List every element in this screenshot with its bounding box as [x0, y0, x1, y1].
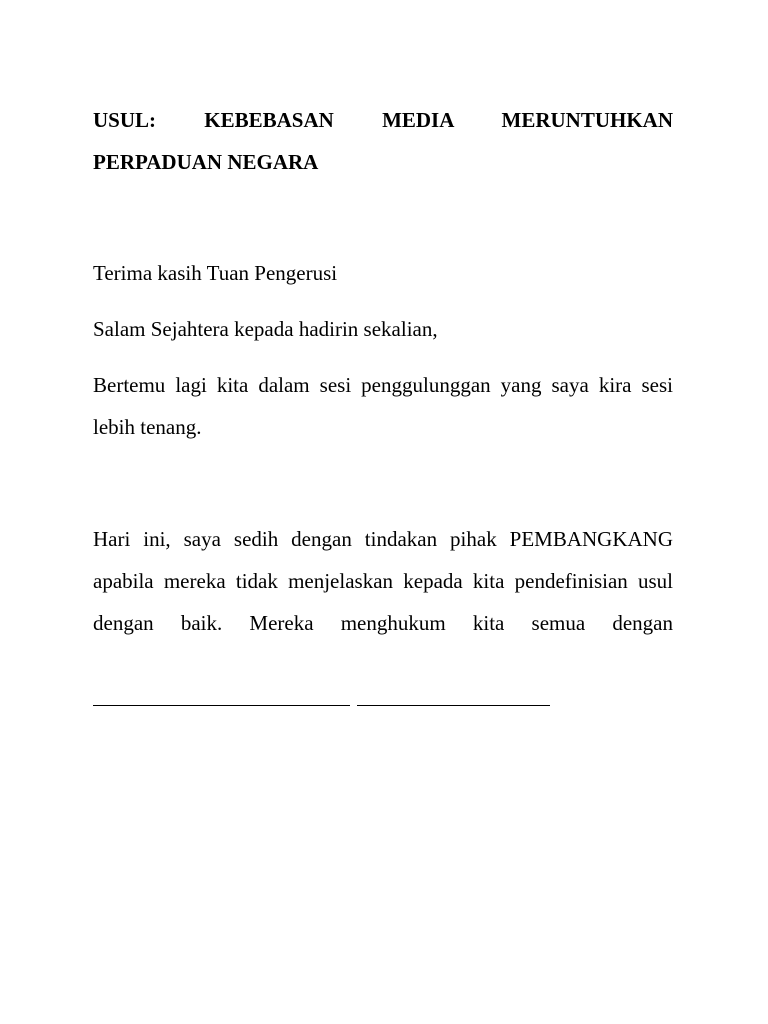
motion-title: USUL: KEBEBASAN MEDIA MERUNTUHKAN PERPADUAN NEGARA: [93, 108, 673, 174]
fill-in-blank-line: [357, 705, 550, 706]
greeting-chairman: Terima kasih Tuan Pengerusi: [93, 261, 338, 285]
opening-paragraph: Bertemu lagi kita dalam sesi penggulunggan yang saya kira sesi lebih tenang.: [93, 373, 673, 439]
greeting-audience: Salam Sejahtera kepada hadirin sekalian,: [93, 317, 438, 341]
fill-in-blank-line: [93, 705, 350, 706]
body-paragraph: Hari ini, saya sedih dengan tindakan pihak PEMBANGKANG apabila mereka tidak menjelaskan kepada kita pendefinisian usul dengan baik. Mereka menghukum kita semua dengan: [93, 527, 673, 635]
